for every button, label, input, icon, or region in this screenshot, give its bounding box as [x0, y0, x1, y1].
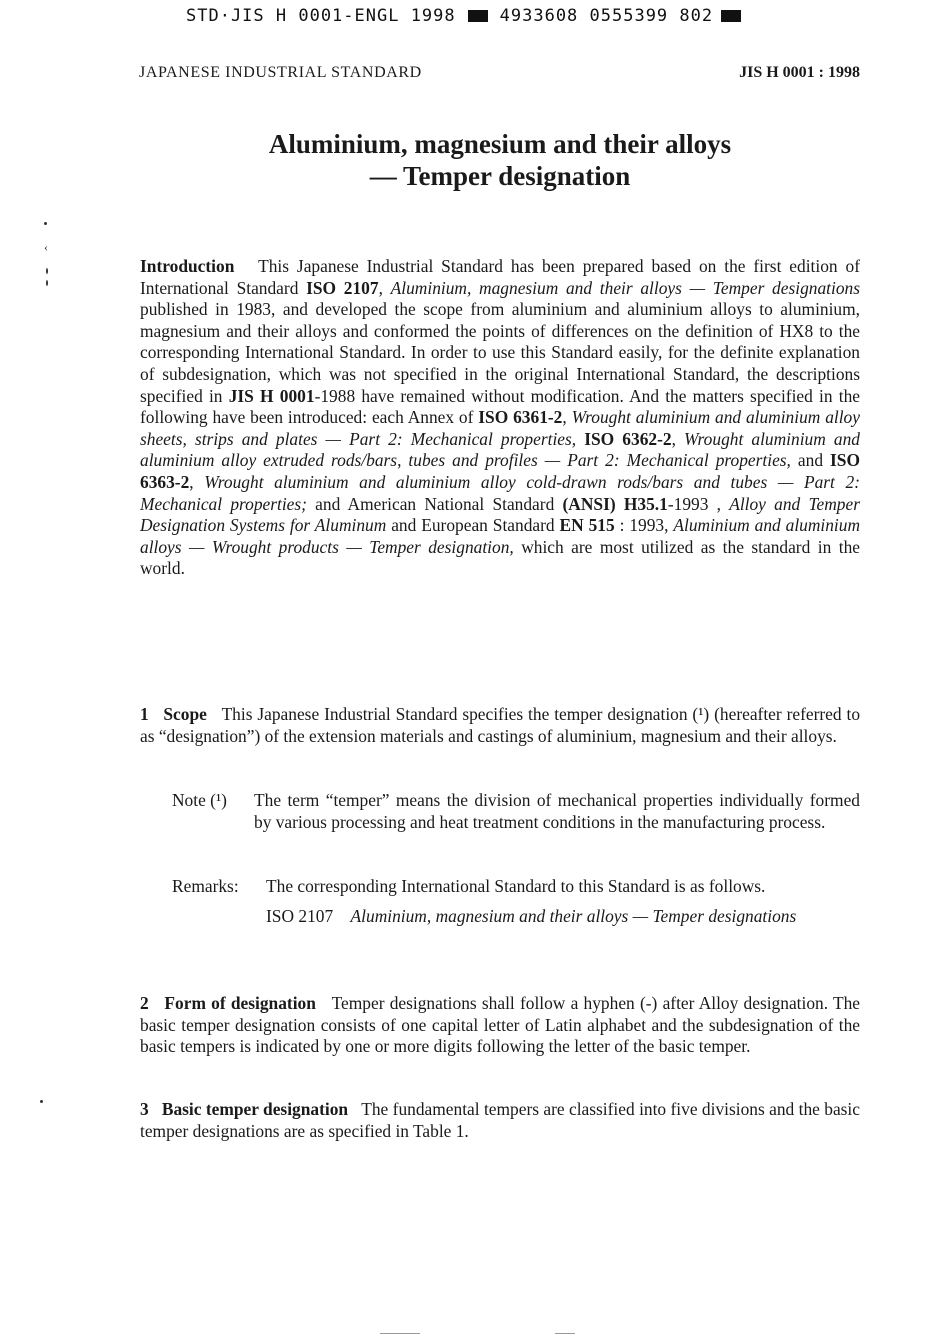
ref-en-515: EN 515 [559, 515, 615, 536]
remarks-label: Remarks: [172, 876, 239, 896]
introduction-text: , [378, 277, 391, 298]
ref-iso-6363-2: ISO 6363-2 [140, 450, 860, 492]
page-title [0, 128, 950, 192]
introduction-text: -1988 have remained without modification. And the matters specified in the following have been introduced: each Annex of [140, 385, 861, 428]
remarks-iso-title: Aluminium, magnesium and their alloys — Temper designations [350, 905, 797, 926]
section-number: 1 [140, 704, 149, 724]
scan-speck: ‹ [44, 240, 48, 254]
section-number: 3 [140, 1099, 149, 1119]
ref-title: Wrought aluminium and aluminium alloy sheets, strips and plates — Part 2: Mechanical properties, [140, 407, 860, 449]
remarks-iso-reference [266, 906, 860, 928]
ref-title: Aluminium, magnesium and their alloys — Temper designations [390, 277, 860, 298]
title-line-1: Aluminium, magnesium and their alloys [268, 129, 732, 159]
stamp-block-mark [721, 10, 741, 22]
ref-iso-6362-2: ISO 6362-2 [584, 428, 672, 449]
section-2-form-of-designation [140, 993, 860, 1058]
scan-speck [44, 222, 47, 225]
introduction-text: and American National Standard [306, 493, 563, 514]
introduction-heading: Introduction [140, 256, 235, 276]
note-label: Note (¹) [172, 790, 227, 810]
section-1-scope [140, 704, 860, 747]
introduction-text: and [790, 450, 831, 471]
introduction-text: : 1993, [614, 515, 674, 536]
header-standard-type: JAPANESE INDUSTRIAL STANDARD [139, 64, 422, 81]
note-text: The term “temper” means the division of mechanical properties individually formed by various processing and heat treatment conditions in the manufacturing process. [254, 790, 860, 832]
introduction-text: , [562, 407, 572, 428]
ref-title: Wrought aluminium and aluminium alloy extruded rods/bars, tubes and profiles — Part 2: Mechanical properties, [140, 428, 860, 471]
ref-title: Wrought aluminium and aluminium alloy cold-drawn rods/bars and tubes — Part 2: Mechanical properties; [140, 471, 860, 514]
section-heading: Scope [163, 704, 207, 724]
remarks [172, 876, 860, 927]
ref-title: Aluminium and aluminium alloys — Wrought products — Temper designation, [140, 515, 861, 557]
ref-jis-h-0001: JIS H 0001 [228, 385, 315, 406]
ref-iso-2107: ISO 2107 [306, 277, 379, 298]
section-heading: Form of designation [164, 993, 316, 1013]
introduction-text: , [189, 471, 205, 492]
header-standard-number: JIS H 0001 : 1998 [739, 64, 860, 81]
introduction-text: published in 1983, and developed the scope from aluminium and aluminium alloys to aluminium, magnesium and their alloys and conformed the points of differences on the definition of HX8 to the corresponding International Standard. In order to use this Standard easily, for the definite explanation of subdesignation, which was not specified in the original International Standard, the descriptions specified in [140, 299, 860, 406]
remarks-iso-number: ISO 2107 [266, 905, 334, 926]
scan-artifact [555, 1333, 575, 1334]
introduction-paragraph [140, 256, 860, 580]
stamp-block-mark [468, 10, 488, 22]
stamp-code: STD·JIS H 0001-ENGL 1998 [186, 6, 456, 26]
introduction-text: This Japanese Industrial Standard has been prepared based on the first edition of International Standard [140, 256, 860, 298]
scan-speck [40, 1100, 43, 1103]
scan-artifact [380, 1333, 420, 1334]
introduction-text: and European Standard [386, 515, 560, 536]
remarks-text: The corresponding International Standard to this Standard is as follows. [266, 876, 766, 896]
section-body: The fundamental tempers are classified into five divisions and the basic temper designations are as specified in Table 1. [140, 1099, 860, 1141]
introduction-text: -1993 , [667, 493, 730, 514]
title-line-2: — Temper designation [369, 161, 631, 191]
document-stamp [186, 6, 741, 26]
introduction-text: which are most utilized as the standard in the world. [140, 536, 860, 579]
ref-title: Alloy and Temper Designation Systems for Aluminum [140, 493, 860, 536]
section-body: This Japanese Industrial Standard specifies the temper designation (¹) (hereafter referred to as “designation”) of the extension materials and castings of aluminium, magnesium and their alloys. [140, 704, 861, 746]
ref-iso-6361-2: ISO 6361-2 [478, 407, 563, 428]
stamp-number: 4933608 0555399 802 [499, 6, 714, 26]
introduction-text: , [671, 428, 685, 449]
section-3-basic-temper-designation [140, 1099, 860, 1142]
section-body: Temper designations shall follow a hyphen (-) after Alloy designation. The basic temper designation consists of one capital letter of Latin alphabet and the subdesignation of the basic tempers is indicated by one or more digits following the letter of the basic temper. [140, 993, 861, 1057]
scan-speck [46, 268, 48, 274]
scan-speck [46, 280, 48, 286]
section-number: 2 [140, 993, 149, 1013]
ref-ansi-h35: (ANSI) H35.1 [562, 493, 668, 514]
note-1 [172, 790, 860, 833]
section-heading: Basic temper designation [161, 1099, 349, 1119]
